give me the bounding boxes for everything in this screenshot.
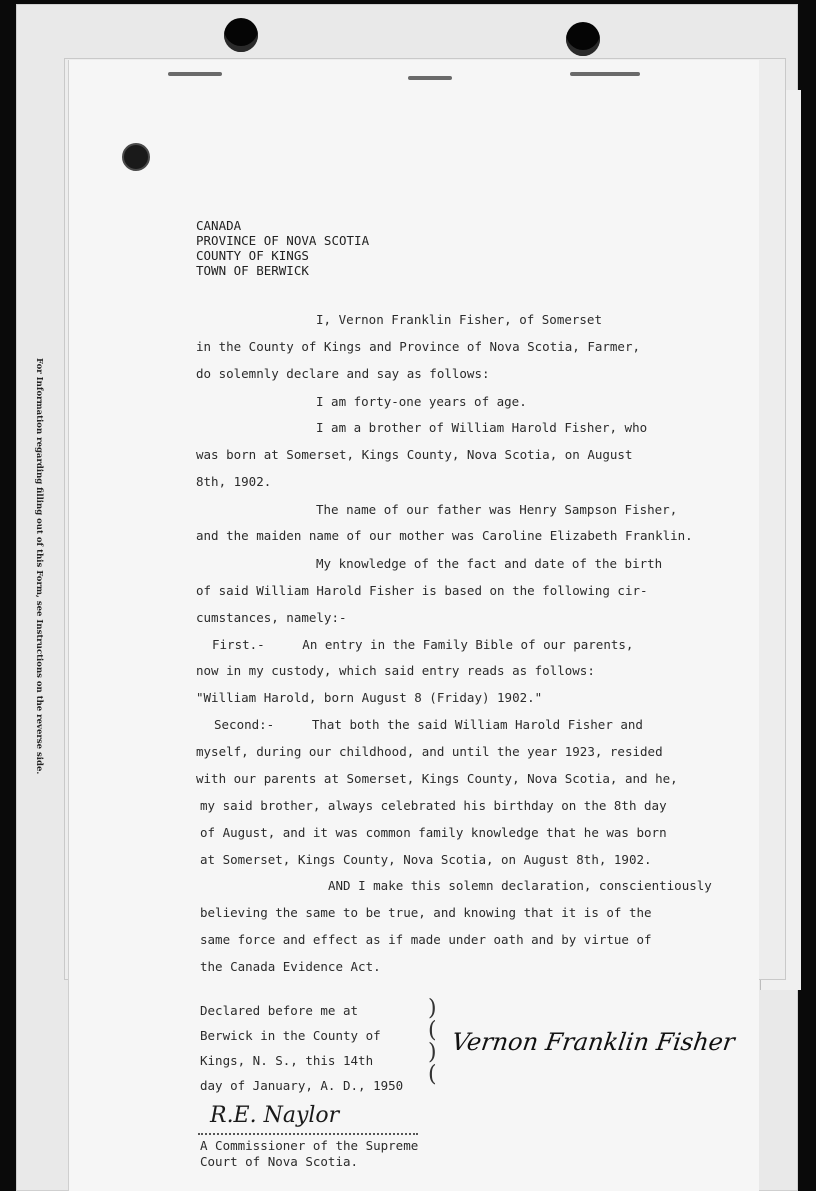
declared-line: day of January, A. D., 1950: [200, 1078, 404, 1093]
body-line: with our parents at Somerset, Kings County, Nova Scotia, and he,: [196, 771, 678, 786]
body-line: The name of our father was Henry Sampson Fisher,: [316, 502, 678, 517]
body-line: at Somerset, Kings County, Nova Scotia, on August 8th, 1902.: [200, 852, 652, 867]
commissioner-line: A Commissioner of the Supreme: [200, 1138, 419, 1153]
body-line: My knowledge of the fact and date of the birth: [316, 556, 663, 571]
body-line: First.- An entry in the Family Bible of our parents,: [212, 637, 634, 652]
body-line: I am forty-one years of age.: [316, 394, 527, 409]
body-line: of said William Harold Fisher is based on the following cir-: [196, 583, 648, 598]
signature-dotted-line: [198, 1133, 418, 1135]
body-line: do solemnly declare and say as follows:: [196, 366, 490, 381]
heading-line: CANADA: [196, 218, 242, 233]
body-line: cumstances, namely:-: [196, 610, 347, 625]
body-line: the Canada Evidence Act.: [200, 959, 381, 974]
body-line: myself, during our childhood, and until the year 1923, resided: [196, 744, 663, 759]
declared-line: Declared before me at: [200, 1003, 359, 1018]
body-line: 8th, 1902.: [196, 474, 272, 489]
body-line: Second:- That both the said William Harold Fisher and: [214, 717, 643, 732]
declared-line: Berwick in the County of: [200, 1028, 381, 1043]
body-line: "William Harold, born August 8 (Friday) 1902.": [196, 690, 543, 705]
body-line: and the maiden name of our mother was Caroline Elizabeth Franklin.: [196, 528, 693, 543]
commissioner-line: Court of Nova Scotia.: [200, 1154, 359, 1169]
body-line: AND I make this solemn declaration, conscientiously: [328, 878, 712, 893]
heading-line: PROVINCE OF NOVA SCOTIA: [196, 233, 370, 248]
declarant-signature: Vernon Franklin Fisher: [450, 1028, 737, 1056]
body-line: of August, and it was common family knowledge that he was born: [200, 825, 667, 840]
brace-mark: ) ( ) (: [428, 996, 437, 1087]
heading-line: COUNTY OF KINGS: [196, 248, 309, 263]
body-line: in the County of Kings and Province of Nova Scotia, Farmer,: [196, 339, 641, 354]
body-line: same force and effect as if made under oath and by virtue of: [200, 932, 652, 947]
body-line: believing the same to be true, and knowing that it is of the: [200, 905, 652, 920]
commissioner-signature: R.E. Naylor: [210, 1103, 340, 1128]
body-line: I am a brother of William Harold Fisher, who: [316, 420, 648, 435]
body-line: my said brother, always celebrated his birthday on the 8th day: [200, 798, 667, 813]
side-instruction-note: For Information regarding filling out of this Form, see Instructions on the reverse side.: [34, 358, 44, 775]
heading-line: TOWN OF BERWICK: [196, 263, 309, 278]
body-line: I, Vernon Franklin Fisher, of Somerset: [316, 312, 602, 327]
declared-line: Kings, N. S., this 14th: [200, 1053, 374, 1068]
body-line: now in my custody, which said entry reads as follows:: [196, 663, 595, 678]
body-line: was born at Somerset, Kings County, Nova Scotia, on August: [196, 447, 633, 462]
